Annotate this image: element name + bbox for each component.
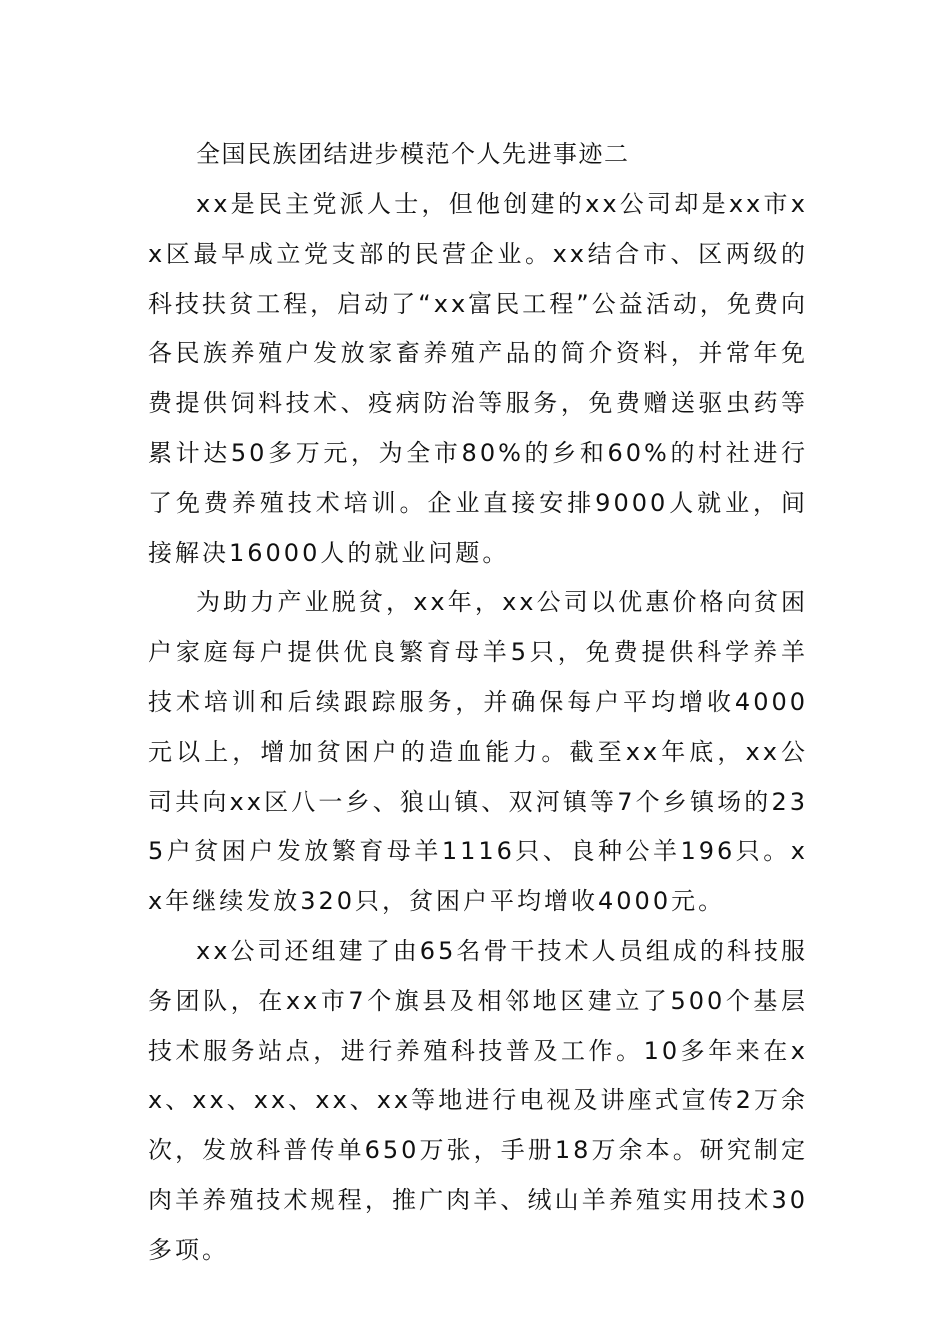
document-title: 全国民族团结进步模范个人先进事迹二: [196, 140, 630, 168]
document-body: [148, 180, 808, 1276]
paragraph-2: 为助力产业脱贫，xx年，xx公司以优惠价格向贫困户家庭每户提供优良繁育母羊5只，免费提供科学养羊技术培训和后续跟踪服务，并确保每户平均增收4000元以上，增加贫困户的造血能力。截至xx年底，xx公司共向xx区八一乡、狼山镇、双河镇等7个乡镇场的235户贫困户发放繁育母羊1116只、良种公羊196只。xx年继续发放320只，贫困户平均增收4000元。: [148, 588, 808, 916]
paragraph-1: xx是民主党派人士，但他创建的xx公司却是xx市xx区最早成立党支部的民营企业。xx结合市、区两级的科技扶贫工程，启动了“xx富民工程”公益活动，免费向各民族养殖户发放家畜养殖产品的简介资料，并常年免费提供饲料技术、疫病防治等服务，免费赠送驱虫药等累计达50多万元，为全市80%的乡和60%的村社进行了免费养殖技术培训。企业直接安排9000人就业，间接解决16000人的就业问题。: [148, 190, 808, 567]
paragraph-3: xx公司还组建了由65名骨干技术人员组成的科技服务团队，在xx市7个旗县及相邻地区建立了500个基层技术服务站点，进行养殖科技普及工作。10多年来在xx、xx、xx、xx、xx等地进行电视及讲座式宣传2万余次，发放科普传单650万张，手册18万余本。研究制定肉羊养殖技术规程，推广肉羊、绒山羊养殖实用技术30多项。: [148, 936, 808, 1264]
